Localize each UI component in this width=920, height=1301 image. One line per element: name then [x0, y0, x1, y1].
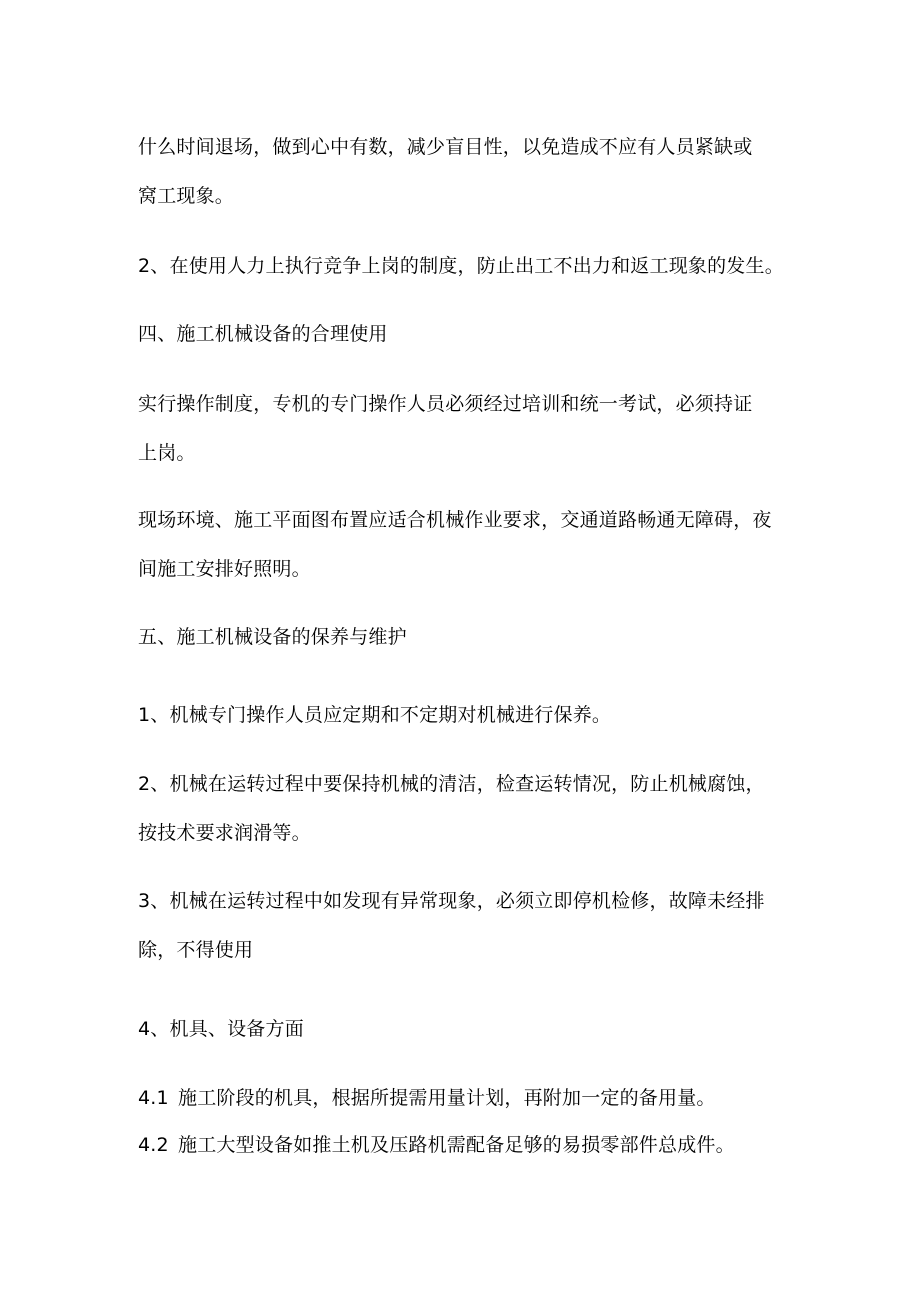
paragraph-line: 除，不得使用: [138, 939, 254, 961]
paragraph-line: 上岗。: [138, 442, 196, 464]
list-item: 1、机械专门操作人员应定期和不定期对机械进行保养。: [138, 704, 612, 726]
paragraph-line: 现场环境、施工平面图布置应适合机械作业要求，交通道路畅通无障碍，夜: [138, 509, 772, 531]
paragraph-line: 按技术要求润滑等。: [138, 822, 311, 844]
sub-item-text: 施工阶段的机具，根据所提需用量计划，再附加一定的备用量。: [178, 1087, 716, 1109]
sub-item: [138, 1085, 828, 1111]
section-heading: 五、施工机械设备的保养与维护: [138, 626, 407, 648]
sub-item-number: 4.1: [138, 1087, 169, 1109]
paragraph-line: 窝工现象。: [138, 185, 235, 207]
sub-item-number: 4.2: [138, 1134, 169, 1156]
list-item: 4、机具、设备方面: [138, 1018, 304, 1040]
section-heading: 四、施工机械设备的合理使用: [138, 323, 388, 345]
paragraph-line: 2、在使用人力上执行竞争上岗的制度，防止出工不出力和返工现象的发生。: [138, 255, 784, 277]
paragraph-line: 什么时间退场，做到心中有数，减少盲目性，以免造成不应有人员紧缺或: [138, 136, 753, 158]
sub-item-text: 施工大型设备如推土机及压路机需配备足够的易损零部件总成件。: [178, 1134, 735, 1156]
paragraph-line: 实行操作制度，专机的专门操作人员必须经过培训和统一考试，必须持证: [138, 393, 753, 415]
sub-item: [138, 1132, 828, 1158]
paragraph-line: 间施工安排好照明。: [138, 558, 311, 580]
list-item: 3、机械在运转过程中如发现有异常现象，必须立即停机检修，故障未经排: [138, 890, 765, 912]
list-item: 2、机械在运转过程中要保持机械的清洁，检查运转情况，防止机械腐蚀，: [138, 773, 765, 795]
